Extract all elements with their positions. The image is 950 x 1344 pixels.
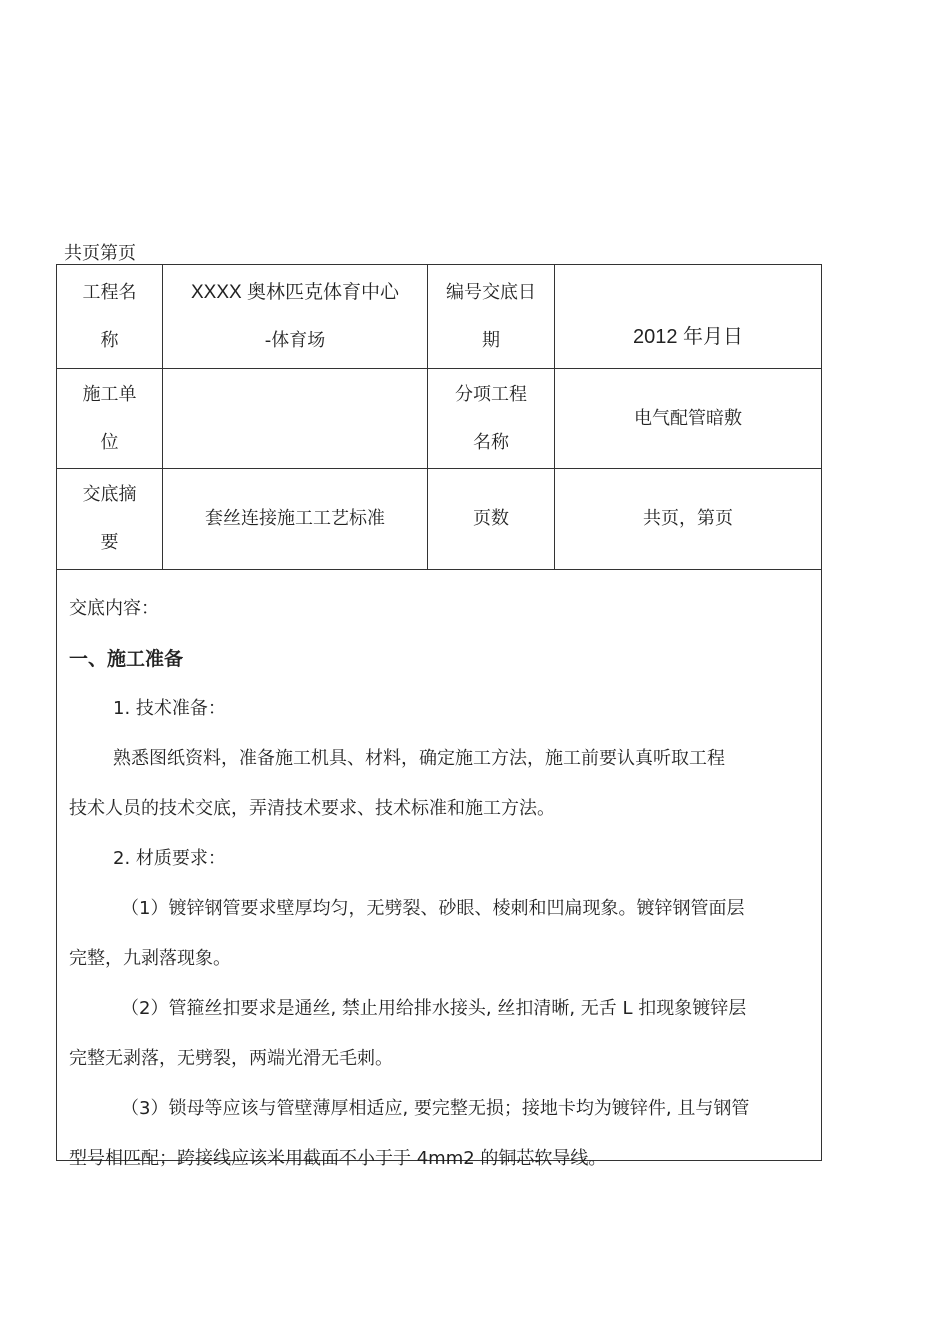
table-row-project — [57, 265, 822, 369]
project-name-value — [163, 265, 428, 369]
project-name-line1: XXXX 奥林匹克体育中心 — [191, 281, 399, 303]
technical-paragraph-line2: 技术人员的技术交底，弄清技术要求、技术标准和施工方法。 — [69, 798, 555, 819]
sub-project-label — [428, 369, 555, 469]
code-date-label — [428, 265, 555, 369]
disclosure-info-table — [56, 264, 822, 1169]
project-name-line2: -体育场 — [264, 329, 326, 351]
construction-unit-label-line2: 位 — [100, 431, 119, 453]
code-date-label-line2: 期 — [482, 329, 500, 351]
project-name-label-line2: 称 — [100, 329, 119, 351]
requirement-2-line1: （2）管箍丝扣要求是通丝, 禁止用给排水接头, 丝扣清晰, 无舌 L 扣现象镀锌层 — [121, 998, 747, 1019]
content-intro: 交底内容： — [69, 598, 159, 619]
date-value — [555, 265, 822, 369]
construction-unit-value — [163, 369, 428, 469]
disclosure-content-cell — [57, 570, 822, 1169]
requirement-3-line2: 型号相匹配；跨接线应该米用截面不小于于 4mm2 的铜芯软导线。 — [69, 1148, 607, 1169]
table-row-content — [57, 570, 822, 1161]
construction-unit-label-line1: 施工单 — [82, 383, 137, 405]
project-name-label — [57, 265, 163, 369]
requirement-1-line2: 完整，九剥落现象。 — [69, 948, 231, 969]
section-heading-preparation: 一、施工准备 — [69, 648, 184, 670]
item-heading-material: 2. 材质要求： — [113, 848, 226, 869]
sub-project-label-line2: 名称 — [473, 431, 509, 453]
table-row-unit — [57, 369, 822, 469]
code-date-label-line1: 编号交底日 — [446, 281, 536, 303]
page-count-label: 页数 — [428, 469, 555, 570]
page-count-value: 共页，第页 — [555, 469, 822, 570]
requirement-3-line1: （3）锁母等应该与管壁薄厚相适应, 要完整无损；接地卡均为镀锌件, 且与钢管 — [121, 1098, 750, 1119]
construction-unit-label — [57, 369, 163, 469]
project-name-label-line1: 工程名 — [82, 281, 137, 303]
date-value-text: 2012 年月日 — [632, 326, 744, 348]
requirement-1-line1: （1）镀锌钢管要求壁厚均匀，无劈裂、砂眼、棱刺和凹扁现象。镀锌钢管面层 — [121, 898, 745, 919]
technical-paragraph-line1: 熟悉图纸资料，准备施工机具、材料，确定施工方法，施工前要认真听取工程 — [113, 748, 725, 769]
summary-label-line2: 要 — [100, 532, 119, 553]
sub-project-value: 电气配管暗敷 — [555, 369, 822, 469]
page-count-note: 共页第页 — [64, 243, 136, 264]
disclosure-content — [57, 570, 821, 1169]
summary-label — [57, 469, 163, 570]
table-row-summary — [57, 469, 822, 570]
item-heading-technical: 1. 技术准备： — [113, 698, 226, 719]
sub-project-label-line1: 分项工程 — [455, 383, 527, 405]
summary-label-line1: 交底摘 — [82, 484, 137, 505]
requirement-2-line2: 完整无剥落，无劈裂，两端光滑无毛刺。 — [69, 1048, 393, 1069]
summary-value: 套丝连接施工工艺标准 — [163, 469, 428, 570]
